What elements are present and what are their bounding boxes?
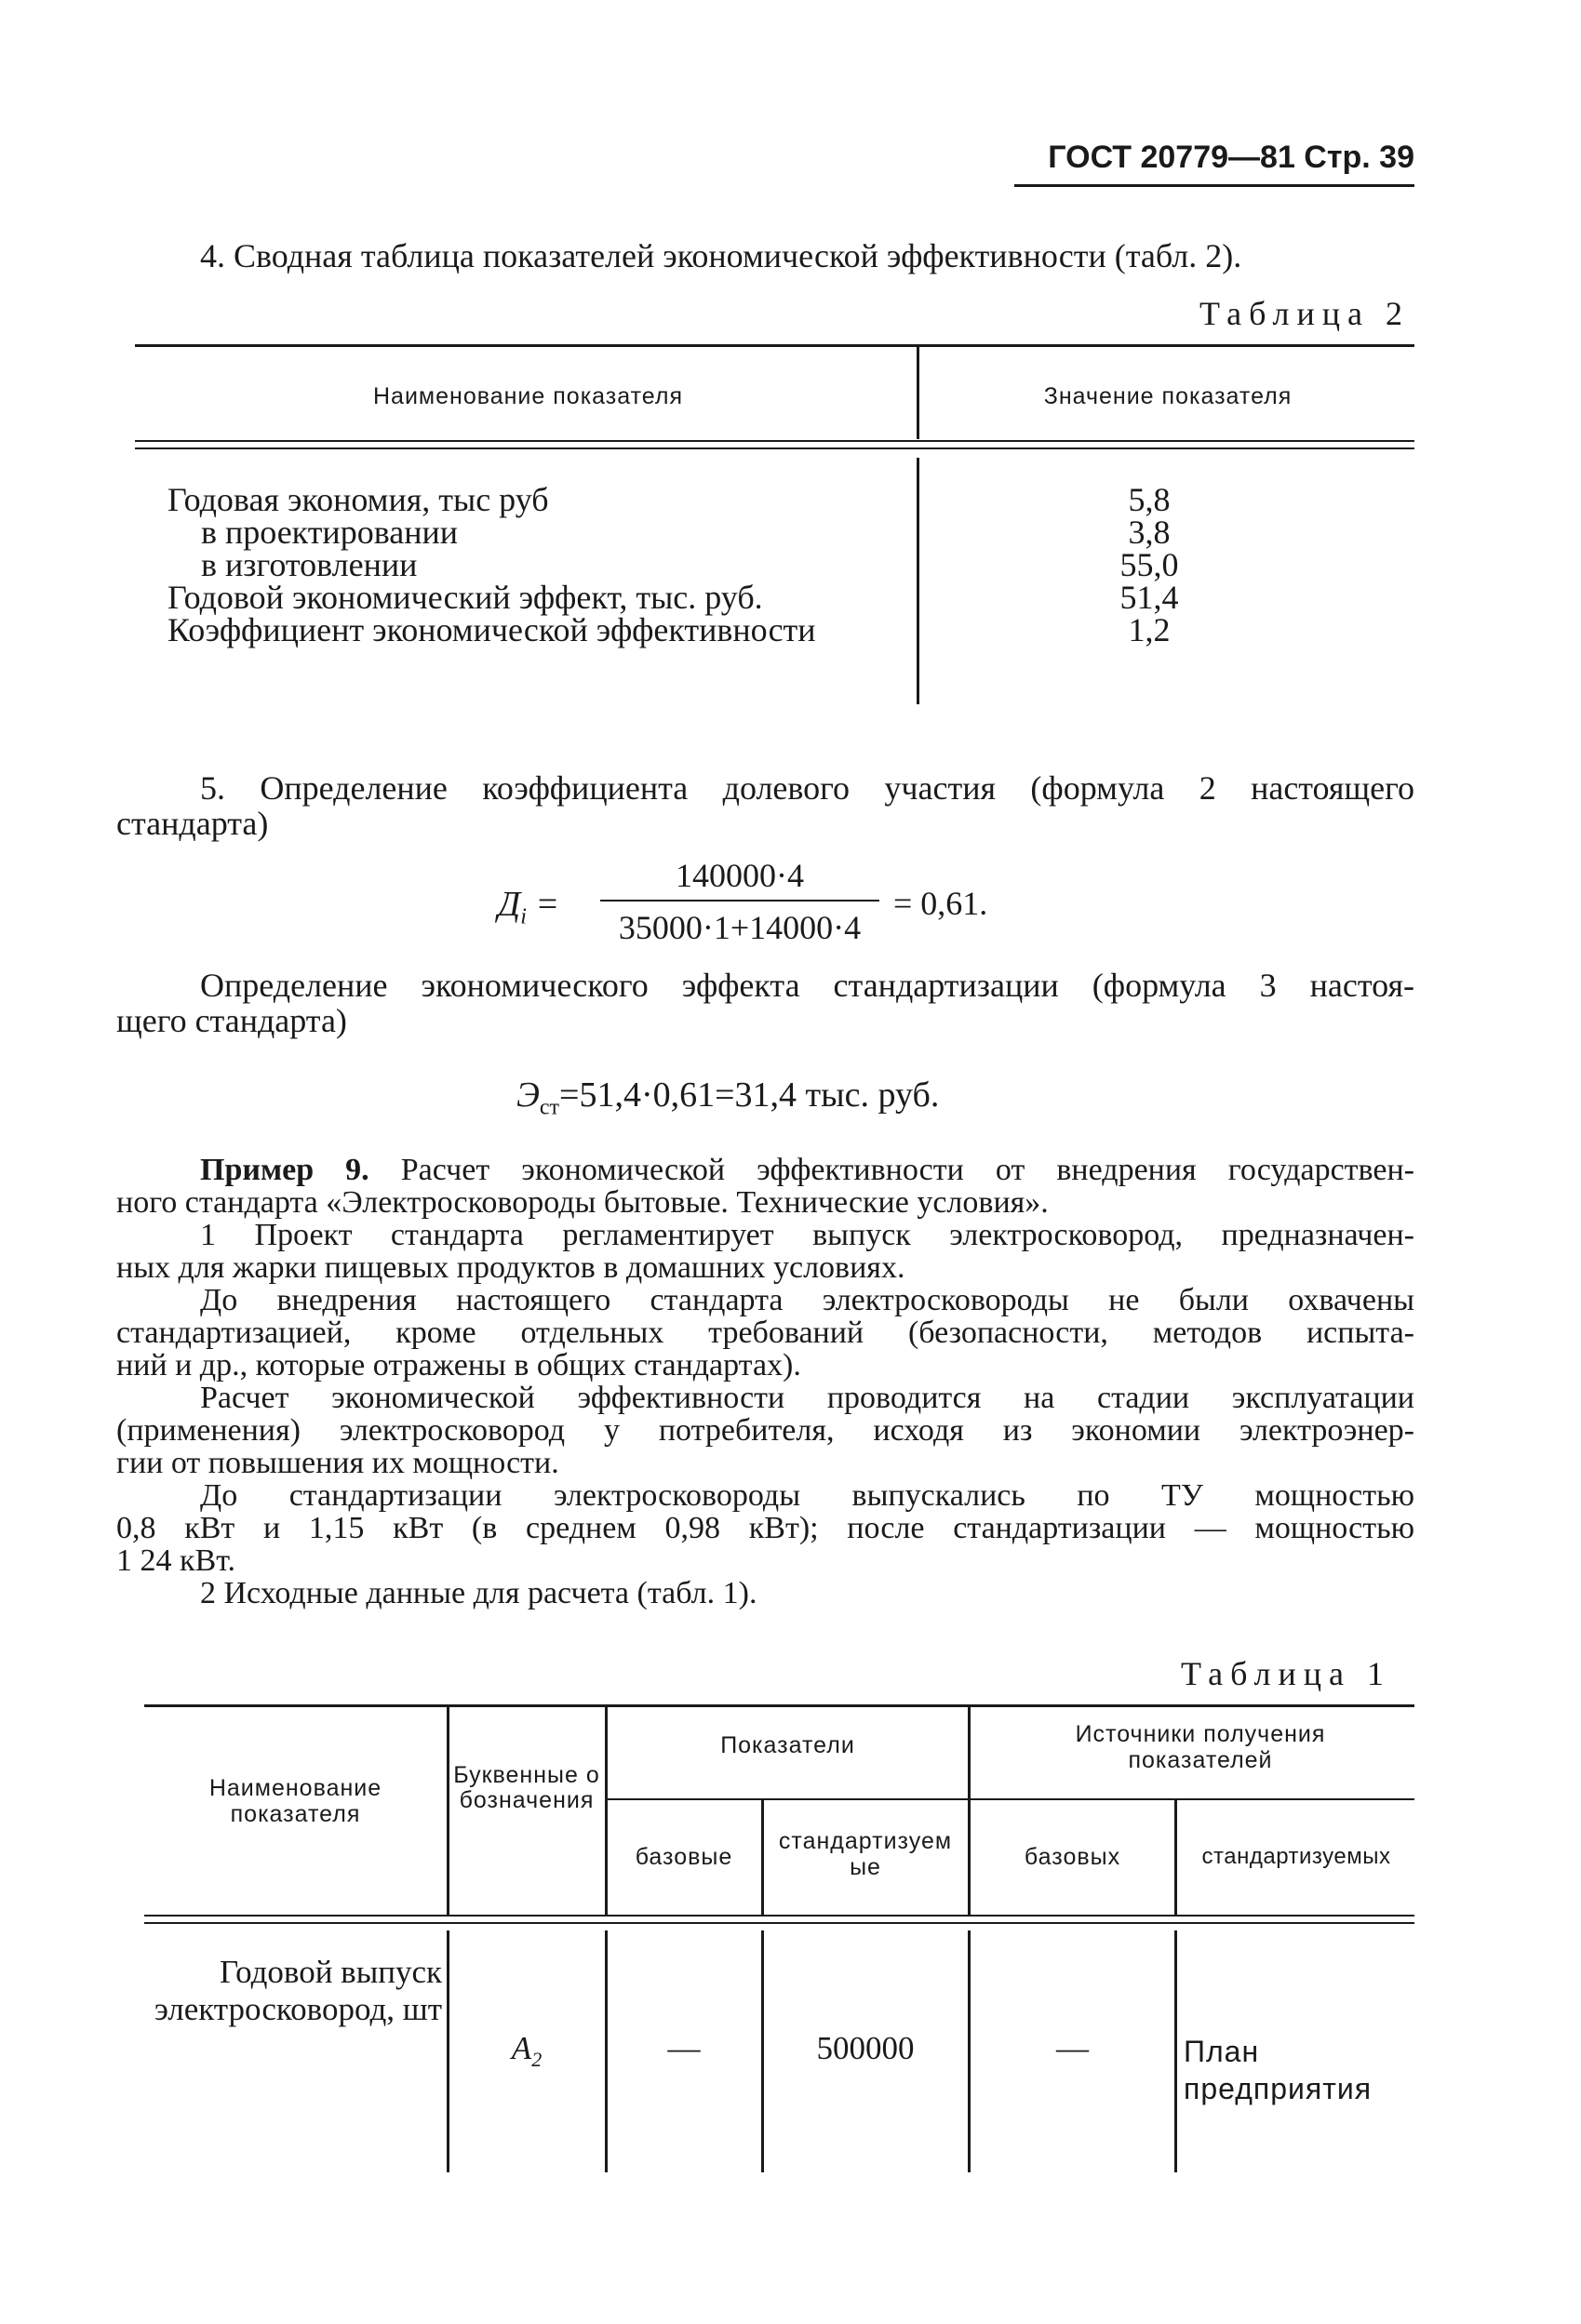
table-2-row-name: Годовая экономия, тыс руб: [167, 481, 549, 518]
table-2-header-rule-2: [135, 447, 1414, 449]
table-1-row-name: Годовой выпуск электросковород, шт: [154, 1954, 442, 2027]
example-9-line: До внедрения настоящего стандарта электросковороды не были охвачены: [200, 1283, 1414, 1317]
table-1-header-rule-1: [144, 1915, 1414, 1917]
table-2-row-value: 1,2: [1128, 611, 1171, 648]
table-2-values: [1056, 481, 1242, 648]
example-9-line: 0,8 кВт и 1,15 кВт (в среднем 0,98 кВт); после стандартизации — мощностью: [116, 1511, 1414, 1545]
example-9-line: 2 Исходные данные для расчета (табл. 1).: [200, 1576, 757, 1610]
table-1-vline: [761, 1930, 764, 2172]
example-9-text: Расчет экономической эффективности от внедрения государствен-: [400, 1153, 1415, 1187]
section-5-line-1: 5. Определение коэффициента долевого участия (формула 2 настоящего: [200, 769, 1414, 807]
table-2-col-value: Значение показателя: [1043, 383, 1293, 409]
table-2-header-divider: [917, 346, 919, 439]
table-1-subheader-rule: [605, 1798, 1414, 1800]
formula-1-fraction-bar: [600, 900, 879, 902]
table-1-header-rule-2: [144, 1922, 1414, 1924]
table-1-vline: [761, 1800, 764, 1915]
formula-1-numerator: 140000·4: [676, 857, 804, 894]
table-1-sub-base: базовые: [635, 1844, 733, 1870]
effect-line-1: Определение экономического эффекта стандартизации (формула 3 настоя-: [200, 967, 1414, 1004]
formula-2-lhs-sub: ст: [539, 1095, 560, 1120]
table-1-vline: [447, 1930, 449, 2172]
formula-1-lhs: $Д_i$ =: [498, 885, 560, 929]
table-2-top-rule: [135, 344, 1414, 347]
formula-1-denominator: 35000·1+14000·4: [618, 909, 862, 946]
table-2-row-value: 55,0: [1119, 546, 1179, 583]
table-2-row-name: Коэффициент экономической эффективности: [167, 611, 816, 648]
example-9-line: ний и др., которые отражены в общих стандартах).: [116, 1348, 801, 1382]
example-9-line: [116, 1154, 1414, 1186]
table-1-row-src-base: —: [1056, 2030, 1089, 2066]
example-9-line: 1 24 кВт.: [116, 1543, 235, 1578]
example-9-line: (применения) электросковород у потребителя, исходя из экономии электроэнер-: [116, 1413, 1414, 1448]
example-9-label: Пример 9.: [200, 1153, 369, 1187]
table-2-row-value: 3,8: [1128, 514, 1171, 551]
example-9-line: стандартизацией, кроме отдельных требований (безопасности, методов испыта-: [116, 1316, 1414, 1350]
table-1-caption: Таблица 1: [1181, 1655, 1391, 1692]
table-1-vline: [968, 1930, 971, 2172]
table-1-vline: [447, 1706, 449, 1915]
example-9-line: 1 Проект стандарта регламентирует выпуск электросковород, предназначен-: [200, 1218, 1414, 1252]
table-2-col-name: Наименование показателя: [373, 383, 683, 409]
effect-line-2: щего стандарта): [116, 1002, 347, 1039]
table-1-vline: [1174, 1930, 1177, 2172]
table-2-header-rule-1: [135, 440, 1414, 442]
table-1-top-rule: [144, 1704, 1414, 1707]
header-underline: [1014, 184, 1414, 187]
section-4-heading: 4. Сводная таблица показателей экономической эффективности (табл. 2).: [200, 237, 1242, 274]
table-2-row-value: 5,8: [1128, 481, 1171, 518]
table-2-row-value: 51,4: [1119, 579, 1179, 616]
table-1-sub-std: стандартизуемые: [778, 1828, 953, 1880]
table-1-vline: [605, 1706, 608, 1915]
table-1-group-sources: Источники получения показателей: [1075, 1721, 1326, 1773]
table-1-vline: [1174, 1800, 1177, 1915]
example-9-line: ных для жарки пищевых продуктов в домашних условиях.: [116, 1250, 905, 1285]
example-9-line: До стандартизации электросковороды выпускались по ТУ мощностью: [200, 1478, 1414, 1513]
table-1-group-indicators: Показатели: [720, 1732, 855, 1758]
table-1-row-letter: [450, 2030, 603, 2078]
table-1-vline: [605, 1930, 608, 2172]
table-2-row-name: в изготовлении: [201, 546, 418, 583]
table-2-body: [167, 481, 912, 648]
formula-2-lhs-symbol: Э: [516, 1075, 540, 1115]
table-1-row-src-std: План предприятия: [1184, 2035, 1373, 2105]
formula-effect: [516, 1075, 939, 1121]
formula-1-result: = 0,61.: [893, 885, 988, 922]
example-9: [116, 1154, 1414, 1609]
table-2-row-name: в проектировании: [201, 514, 458, 551]
page-header: ГОСТ 20779—81 Стр. 39: [1048, 140, 1414, 175]
table-1-row-base: —: [667, 2030, 701, 2066]
formula-1-lhs-sub: i: [520, 904, 527, 929]
example-9-line: гии от повышения их мощности.: [116, 1446, 559, 1480]
table-1-row-letter-sub: 2: [531, 2048, 543, 2071]
table-1-col-name: Наименование показателя: [208, 1775, 382, 1827]
table-1-vline: [968, 1706, 971, 1915]
section-5-line-2: стандарта): [116, 805, 269, 842]
example-9-line: Расчет экономической эффективности проводится на стадии эксплуатации: [200, 1381, 1414, 1415]
formula-2-rhs: =51,4·0,61=31,4 тыс. руб.: [559, 1075, 940, 1115]
table-1-row-std: 500000: [816, 2030, 915, 2066]
table-1-row-letter-symbol: А: [511, 2030, 532, 2066]
formula-coefficient: [498, 856, 1056, 958]
example-9-line: ного стандарта «Электросковороды бытовые. Технические условия».: [116, 1185, 1049, 1220]
table-2-body-divider: [917, 458, 919, 704]
table-1-sub-src-base: базовых: [1024, 1844, 1121, 1870]
table-1-col-letter: Буквенные обозначения: [453, 1762, 600, 1813]
formula-1-lhs-symbol: Д: [498, 885, 521, 924]
table-1-sub-src-std: стандартизуемых: [1201, 1844, 1391, 1869]
table-2-caption: Таблица 2: [1199, 295, 1410, 332]
table-2-row-name: Годовой экономический эффект, тыс. руб.: [167, 579, 763, 616]
